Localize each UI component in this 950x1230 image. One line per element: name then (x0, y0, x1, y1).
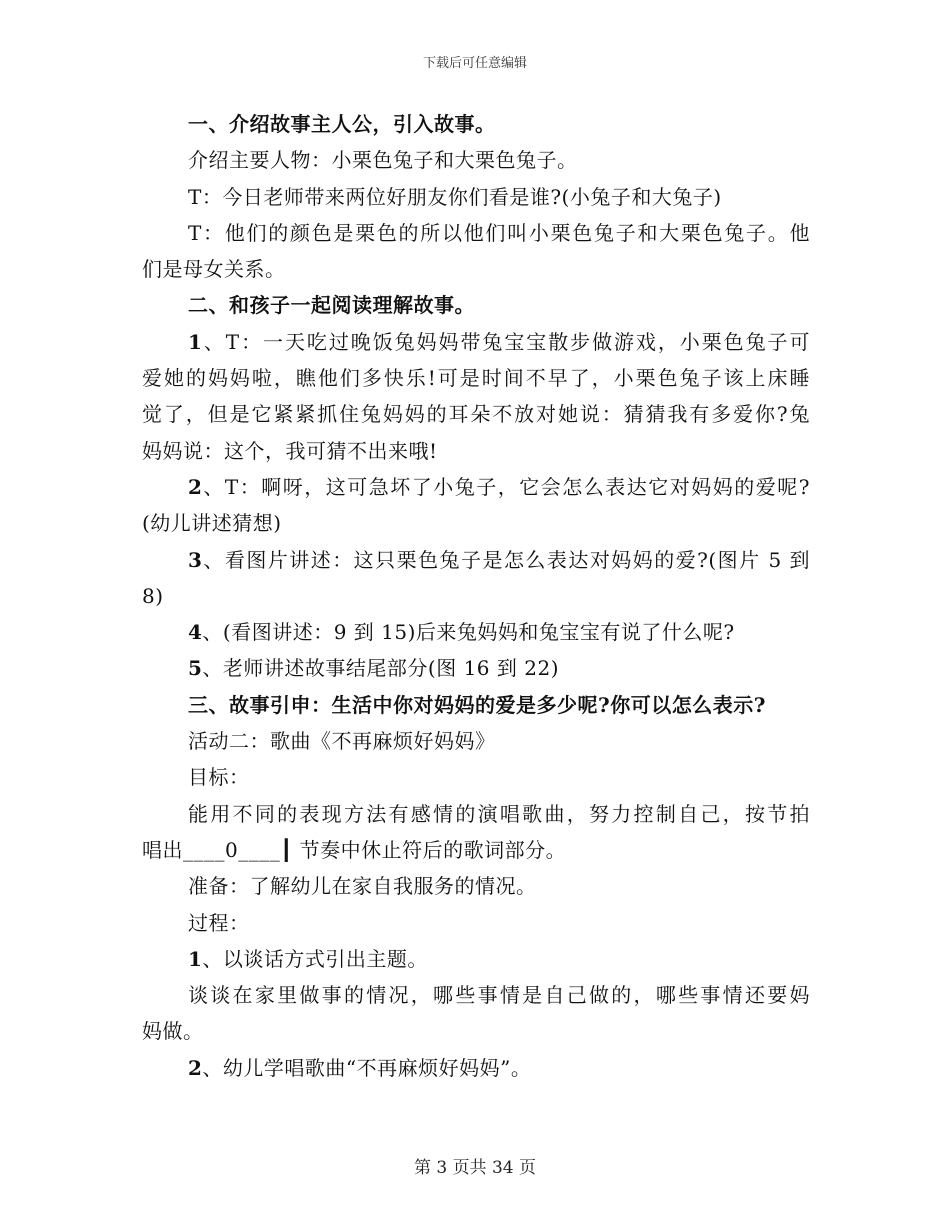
list-item-1-line2: 爱她的妈妈啦，瞧他们多快乐!可是时间不早了，小栗色兔子该上床睡 (142, 366, 810, 391)
goal-line-2: 唱出____0____┃ 节奏中休止符后的歌词部分。 (142, 837, 567, 862)
activity-title: 活动二：歌曲《不再麻烦好妈妈》 (188, 729, 496, 754)
list-item-1-line1 (142, 324, 810, 360)
paragraph-teacher-2-line1: T：他们的颜色是栗色的所以他们叫小栗色兔子和大栗色兔子。他 (188, 220, 810, 245)
preparation: 准备：了解幼儿在家自我服务的情况。 (188, 874, 537, 899)
paragraph-teacher-2-line2: 们是母女关系。 (142, 257, 286, 282)
list-item-4-number: 4 (188, 620, 203, 645)
list-item-3-line1 (142, 542, 810, 578)
list-item-2-line2: (幼儿讲述猜想) (142, 511, 282, 536)
paragraph-teacher-1: T：今日老师带来两位好朋友你们看是谁?(小兔子和大兔子) (188, 184, 722, 209)
list-item-1-line4: 妈妈说：这个，我可猜不出来哦! (142, 438, 438, 463)
list-item-5-number: 5 (188, 656, 203, 681)
step-2 (142, 1050, 810, 1086)
section-heading-2: 二、和孩子一起阅读理解故事。 (188, 293, 475, 318)
step-1 (142, 941, 810, 977)
list-item-3-line2: 8) (142, 583, 164, 608)
process-label: 过程： (188, 910, 250, 935)
step-2-number: 2 (188, 1055, 203, 1080)
talk-line-1: 谈谈在家里做事的情况，哪些事情是自己做的，哪些事情还要妈 (188, 983, 810, 1008)
list-item-2-text: 、T：啊呀，这可急坏了小兔子，它会怎么表达它对妈妈的爱呢? (202, 474, 810, 499)
list-item-5-text: 、老师讲述故事结尾部分(图 16 到 22) (202, 656, 559, 681)
document-body (142, 106, 810, 1086)
page-footer: 第 3 页共 34 页 (413, 1158, 537, 1178)
section-heading-3: 三、故事引申：生活中你对妈妈的爱是多少呢?你可以怎么表示? (188, 692, 766, 717)
paragraph-intro: 介绍主要人物：小栗色兔子和大栗色兔子。 (188, 148, 578, 173)
list-item-3-number: 3 (188, 547, 203, 572)
list-item-1-text: 、T：一天吃过晚饭兔妈妈带兔宝宝散步做游戏，小栗色兔子可 (202, 329, 810, 354)
list-item-4-text: 、(看图讲述：9 到 15)后来兔妈妈和兔宝宝有说了什么呢? (202, 620, 735, 645)
page-header: 下载后可任意编辑 (422, 56, 527, 71)
list-item-1-number: 1 (188, 329, 203, 354)
list-item-2-number: 2 (188, 474, 203, 499)
talk-line-2: 妈做。 (142, 1019, 204, 1044)
list-item-5 (142, 650, 810, 686)
step-2-text: 、幼儿学唱歌曲“不再麻烦好妈妈”。 (202, 1055, 532, 1080)
section-heading-1: 一、介绍故事主人公，引入故事。 (188, 112, 496, 136)
list-item-4 (142, 614, 810, 650)
list-item-1-line3: 觉了，但是它紧紧抓住兔妈妈的耳朵不放对她说：猜猜我有多爱你?兔 (142, 402, 810, 427)
step-1-text: 、以谈话方式引出主题。 (202, 946, 428, 971)
goal-label: 目标： (188, 765, 250, 790)
list-item-3-text: 、看图片讲述：这只栗色兔子是怎么表达对妈妈的爱?(图片 5 到 (202, 547, 810, 572)
step-1-number: 1 (188, 946, 203, 971)
list-item-2-line1 (142, 469, 810, 505)
goal-line-1: 能用不同的表现方法有感情的演唱歌曲，努力控制自己，按节拍 (188, 801, 810, 826)
